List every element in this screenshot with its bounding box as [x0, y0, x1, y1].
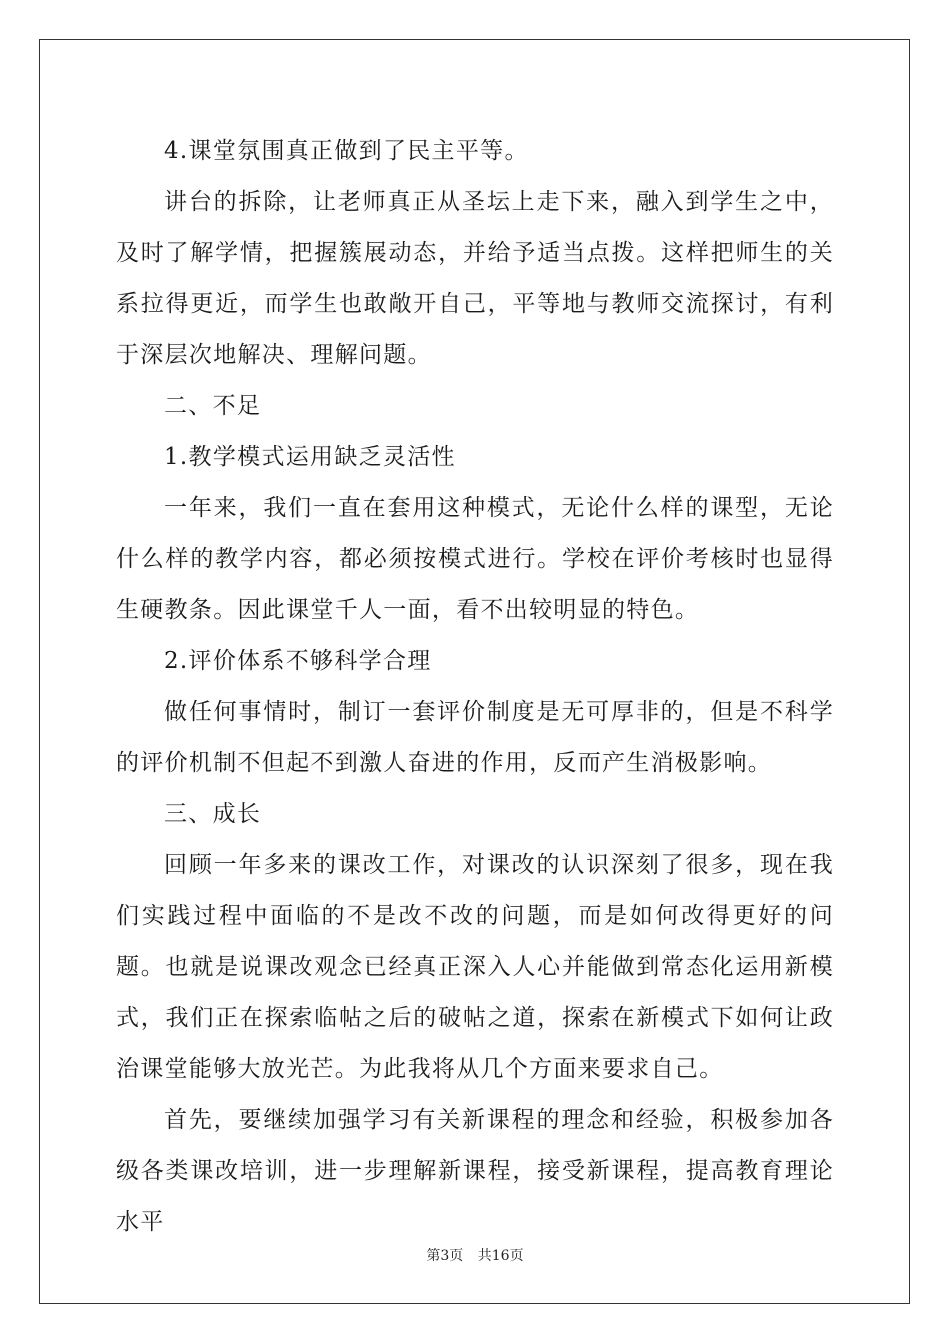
- document-body: [116, 126, 834, 1248]
- paragraph-heading-2: 2.评价体系不够科学合理: [164, 648, 432, 674]
- paragraph-heading-4: 4.课堂氛围真正做到了民主平等。: [164, 138, 529, 164]
- paragraph-body: 一年来，我们一直在套用这种模式，无论什么样的课型，无论什么样的教学内容，都必须按模式进行。学校在评价考核时也显得生硬教条。因此课堂千人一面，看不出较明显的特色。: [116, 495, 834, 623]
- page-number: 第3页: [426, 1248, 464, 1264]
- paragraph-body: 首先，要继续加强学习有关新课程的理念和经验，积极参加各级各类课改培训，进一步理解新课程，接受新课程，提高教育理论水平: [116, 1107, 834, 1235]
- section-heading-shortcomings: 二、不足: [164, 393, 262, 419]
- page-footer: [0, 1245, 950, 1265]
- paragraph-body: 回顾一年多来的课改工作，对课改的认识深刻了很多，现在我们实践过程中面临的不是改不改的问题，而是如何改得更好的问题。也就是说课改观念已经真正深入人心并能做到常态化运用新模式，我们正在探索临帖之后的破帖之道，探索在新模式下如何让政治课堂能够大放光芒。为此我将从几个方面来要求自己。: [116, 852, 834, 1082]
- section-heading-growth: 三、成长: [164, 801, 262, 827]
- paragraph-body: 做任何事情时，制订一套评价制度是无可厚非的，但是不科学的评价机制不但起不到激人奋进的作用，反而产生消极影响。: [116, 699, 834, 776]
- paragraph-heading-1: 1.教学模式运用缺乏灵活性: [164, 444, 456, 470]
- page-total: 共16页: [477, 1248, 524, 1264]
- paragraph-body: 讲台的拆除，让老师真正从圣坛上走下来，融入到学生之中，及时了解学情，把握簇展动态，并给予适当点拨。这样把师生的关系拉得更近，而学生也敢敞开自己，平等地与教师交流探讨，有利于深层次地解决、理解问题。: [116, 189, 834, 368]
